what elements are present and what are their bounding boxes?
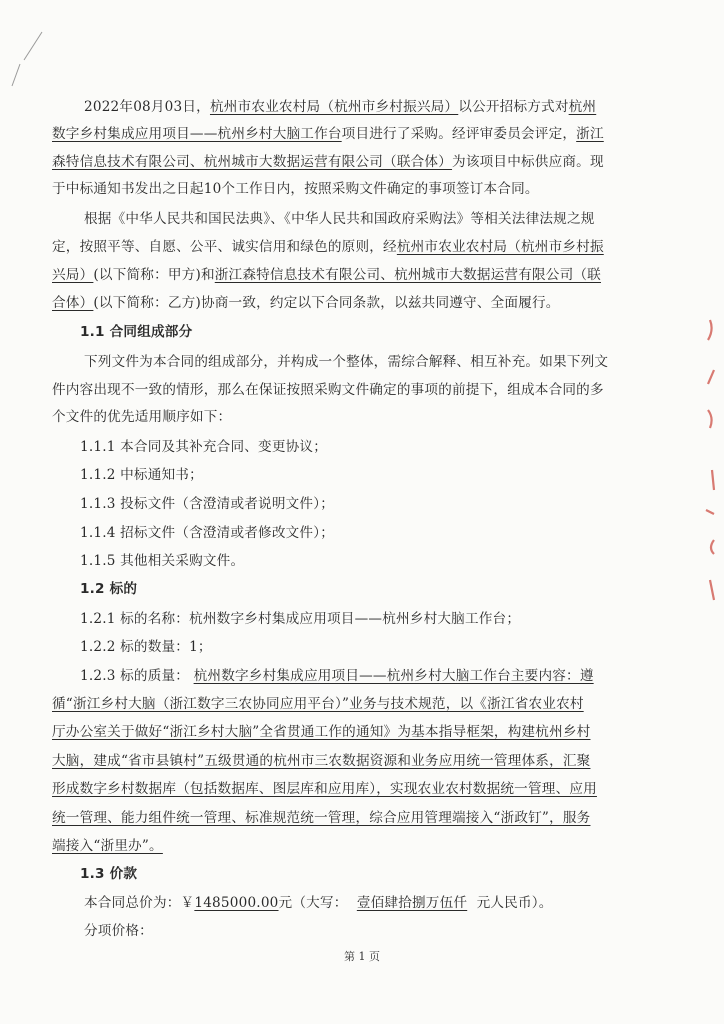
intro-line-2: 数字乡村集成应用项目——杭州乡村大脑工作台项目进行了采购。经评审委员会评定，浙江 <box>52 126 604 142</box>
intro-line-3: 森特信息技术有限公司、杭州城市大数据运营有限公司（联合体）为该项目中标供应商。现 <box>52 154 604 170</box>
s12-quality-line-1: 1.2.3 标的质量： 杭州数字乡村集成应用项目——杭州乡村大脑工作台主要内容：遵 <box>80 668 594 684</box>
intro-line-1: 2022年08月03日，杭州市农业农村局（杭州市乡村振兴局）以公开招标方式对杭州 <box>84 99 597 115</box>
total-price-value: 1485000.00 <box>194 895 279 911</box>
s12-quality-line-5: 形成数字乡村数据库（包括数据库、图层库和应用库），实现农业农村数据统一管理、应用 <box>52 781 597 797</box>
s11-item-4: 1.1.4 招标文件（含澄清或者修改文件）； <box>80 525 335 541</box>
section-1-3-heading: 1.3 价款 <box>80 866 138 882</box>
section-1-1-heading: 1.1 合同组成部分 <box>80 324 193 340</box>
s12-qty: 1.2.2 标的数量：1； <box>80 639 212 655</box>
s11-para-line-3: 个文件的优先适用顺序如下： <box>52 409 232 425</box>
s12-name: 1.2.1 标的名称：杭州数字乡村集成应用项目——杭州乡村大脑工作台； <box>80 611 521 627</box>
scan-corner-mark <box>6 30 46 90</box>
page-number: 第 1 页 <box>344 950 380 963</box>
intro-line-4: 于中标通知书发出之日起10个工作日内，按照采购文件确定的事项签订本合同。 <box>52 181 539 197</box>
s11-para-line-1: 下列文件为本合同的组成部分，并构成一个整体，需综合解释、相互补充。如果下列文 <box>84 354 609 370</box>
s11-item-3: 1.1.3 投标文件（含澄清或者说明文件）； <box>80 496 335 512</box>
s11-para-line-2: 件内容出现不一致的情形，那么在保证按照采购文件确定的事项的前提下，组成本合同的多 <box>52 382 604 398</box>
basis-line-1: 根据《中华人民共和国民法典》、《中华人民共和国政府采购法》等相关法律法规之规 <box>84 211 595 227</box>
s13-itemized-label: 分项价格： <box>84 923 153 939</box>
basis-line-3: 兴局）(以下简称：甲方)和浙江森特信息技术有限公司、杭州城市大数据运营有限公司（联 <box>52 267 601 283</box>
basis-line-2: 定，按照平等、自愿、公平、诚实信用和绿色的原则，经杭州市农业农村局（杭州市乡村振 <box>52 239 604 255</box>
s11-item-1: 1.1.1 本合同及其补充合同、变更协议； <box>80 439 328 455</box>
s11-item-2: 1.1.2 中标通知书； <box>80 467 203 483</box>
s12-quality-line-7: 端接入“浙里办”。 <box>52 838 163 854</box>
s13-total-price: 本合同总价为：￥1485000.00元（大写： 壹佰肆拾捌万伍仟 元人民币）。 <box>84 895 553 911</box>
s12-quality-line-3: 厅办公室关于做好“浙江乡村大脑”全省贯通工作的通知》为基本指导框架，构建杭州乡村 <box>52 724 591 740</box>
s11-item-5: 1.1.5 其他相关采购文件。 <box>80 553 245 569</box>
s12-quality-line-6: 统一管理、能力组件统一管理、标准规范统一管理，综合应用管理端接入“浙政钉”，服务 <box>52 810 591 826</box>
s12-quality-line-4: 大脑，建成“省市县镇村”五级贯通的杭州市三农数据资源和业务应用统一管理体系，汇聚 <box>52 753 591 769</box>
section-1-2-heading: 1.2 标的 <box>80 581 138 597</box>
basis-line-4: 合体）(以下简称：乙方)协商一致，约定以下合同条款，以兹共同遵守、全面履行。 <box>52 295 560 311</box>
s12-quality-line-2: 循“浙江乡村大脑（浙江数字三农协同应用平台）”业务与技术规范，以《浙江省农业农村 <box>52 696 584 712</box>
total-price-words: 壹佰肆拾捌万伍仟 <box>356 895 468 911</box>
